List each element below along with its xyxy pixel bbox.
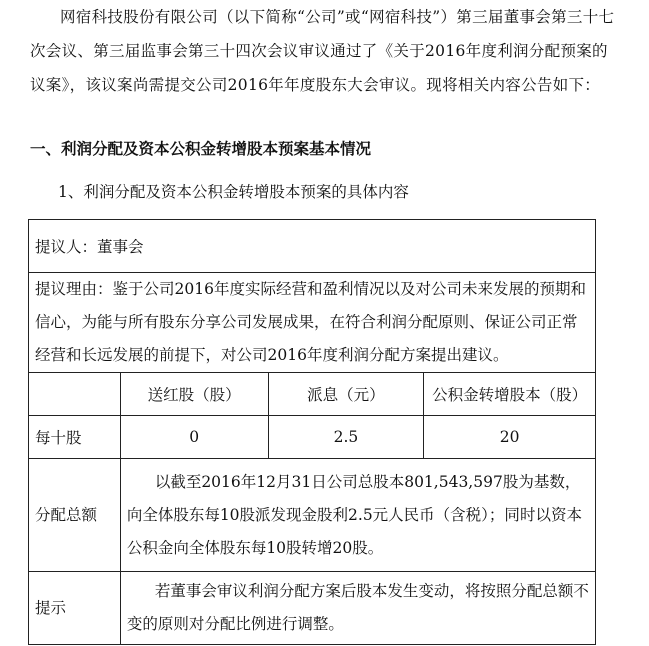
distribution-table (28, 219, 596, 645)
total-label: 分配总额 (29, 459, 121, 572)
intro-text: 网宿科技股份有限公司（以下简称“公司”或“网宿科技”）第三届董事会第三十七次会议、第三届监事会第三十四次会议审议通过了《关于2016年度利润分配预案的议案》，该议案尚需提交公司2016年年度股东大会审议。现将相关内容公告如下： (30, 8, 615, 94)
value-bonus-shares: 0 (120, 416, 268, 459)
per-ten-shares-label: 每十股 (29, 416, 121, 459)
section-title: 一、利润分配及资本公积金转增股本预案基本情况 (30, 139, 372, 158)
note-row (29, 572, 596, 645)
note-label: 提示 (29, 572, 121, 645)
header-capital-reserve: 公积金转增股本（股） (424, 373, 596, 416)
total-text-cell (120, 459, 595, 572)
value-dividend: 2.5 (268, 416, 424, 459)
proposer-cell: 提议人：董事会 (29, 220, 596, 273)
total-text: 以截至2016年12月31日公司总股本801,543,597股为基数，向全体股东每10股派发现金股利2.5元人民币（含税）；同时以资本公积金向全体股东每10股转增20股。 (126, 472, 582, 557)
header-bonus-shares: 送红股（股） (120, 373, 268, 416)
header-row (29, 373, 596, 416)
total-row (29, 459, 596, 572)
subsection-title-text: 1、利润分配及资本公积金转增股本预案的具体内容 (58, 183, 409, 201)
intro-paragraph (30, 0, 615, 102)
proposer-row (29, 220, 596, 273)
reason-row (29, 273, 596, 373)
value-capital-reserve: 20 (424, 416, 596, 459)
note-text-cell (120, 572, 595, 645)
header-dividend: 派息（元） (268, 373, 424, 416)
subsection-title (30, 180, 409, 202)
empty-header-cell (29, 373, 121, 416)
per-ten-shares-row (29, 416, 596, 459)
note-text: 若董事会审议利润分配方案后股本发生变动，将按照分配总额不变的原则对分配比例进行调整。 (126, 582, 589, 633)
reason-cell: 提议理由：鉴于公司2016年度实际经营和盈利情况以及对公司未来发展的预期和信心，为能与所有股东分享公司发展成果，在符合利润分配原则、保证公司正常经营和长远发展的前提下，对公司2016年度利润分配方案提出建议。 (29, 273, 596, 373)
